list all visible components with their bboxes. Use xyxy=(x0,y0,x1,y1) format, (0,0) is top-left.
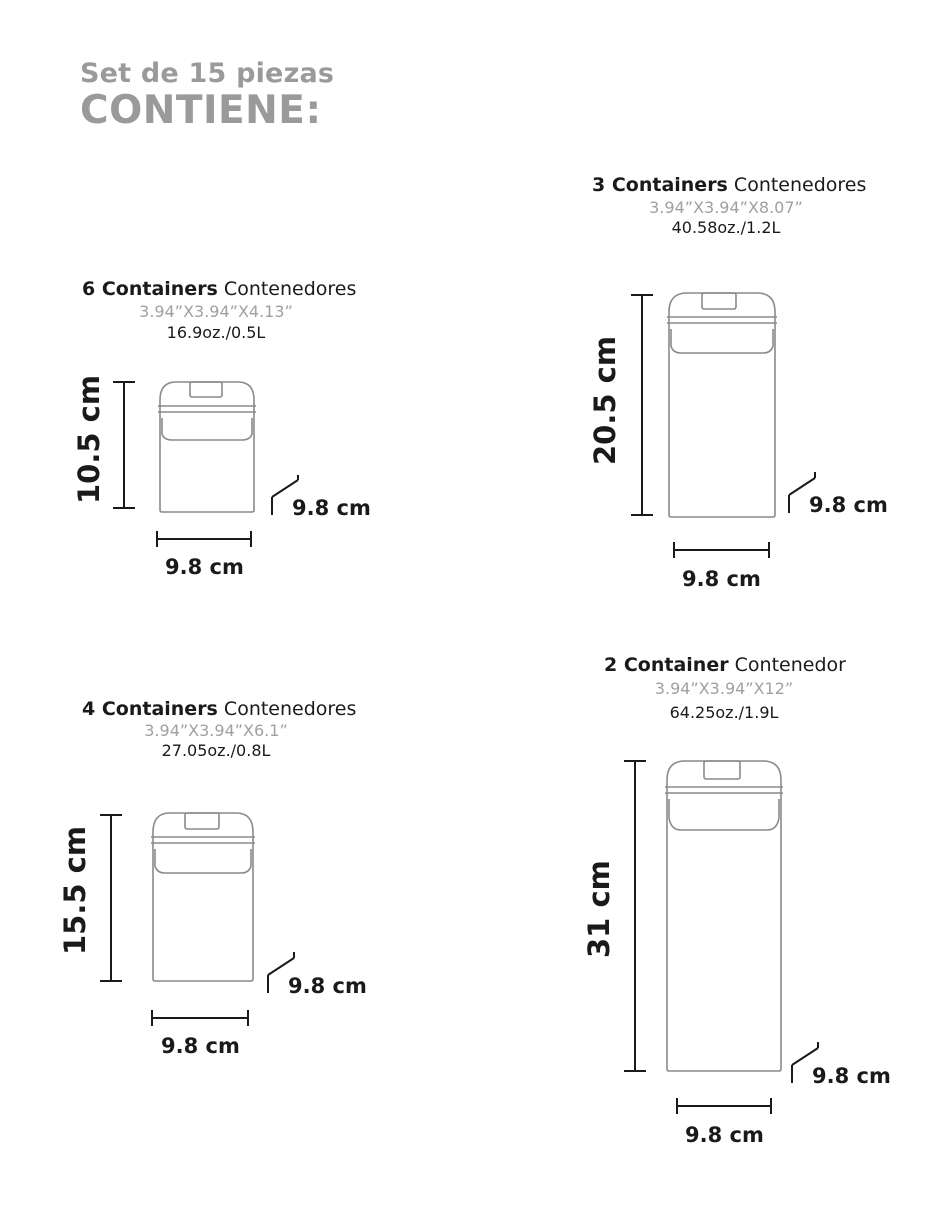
product-qty: 2 Container xyxy=(604,654,729,676)
width-label: 9.8 cm xyxy=(682,567,761,591)
container-illustration xyxy=(667,293,777,517)
container-illustration xyxy=(158,382,256,512)
height-label: 20.5 cm xyxy=(588,335,622,465)
product-name: Contenedor xyxy=(734,654,846,676)
depth-label: 9.8 cm xyxy=(288,974,367,998)
depth-label: 9.8 cm xyxy=(812,1064,891,1088)
container-illustration xyxy=(151,813,255,981)
dimension-lines xyxy=(100,295,818,1114)
product-dimensions: 3.94”X3.94”X4.13” xyxy=(139,302,293,321)
height-label: 10.5 cm xyxy=(72,374,106,504)
product-name: Contenedores xyxy=(733,174,867,196)
width-label: 9.8 cm xyxy=(685,1123,764,1147)
product-name: Contenedores xyxy=(223,698,357,720)
contents-heading: CONTIENE: xyxy=(80,88,322,133)
width-label: 9.8 cm xyxy=(161,1034,240,1058)
set-subtitle: Set de 15 piezas xyxy=(80,58,335,89)
product-dimensions: 3.94”X3.94”X12” xyxy=(654,679,794,698)
product-name: Contenedores xyxy=(223,278,357,300)
width-label: 9.8 cm xyxy=(165,555,244,579)
product-volume: 64.25oz./1.9L xyxy=(669,703,779,722)
product-qty: 6 Containers xyxy=(82,278,218,300)
container-illustration xyxy=(665,761,783,1071)
product-qty: 3 Containers xyxy=(592,174,728,196)
product-volume: 27.05oz./0.8L xyxy=(161,741,271,760)
product-volume: 16.9oz./0.5L xyxy=(166,323,266,342)
product-dimensions: 3.94”X3.94”X8.07” xyxy=(649,198,803,217)
depth-label: 9.8 cm xyxy=(292,496,371,520)
product-qty: 4 Containers xyxy=(82,698,218,720)
product-dimensions: 3.94”X3.94”X6.1” xyxy=(144,721,288,740)
product-volume: 40.58oz./1.2L xyxy=(671,218,781,237)
height-label: 15.5 cm xyxy=(58,825,92,955)
height-label: 31 cm xyxy=(582,860,616,958)
depth-label: 9.8 cm xyxy=(809,493,888,517)
